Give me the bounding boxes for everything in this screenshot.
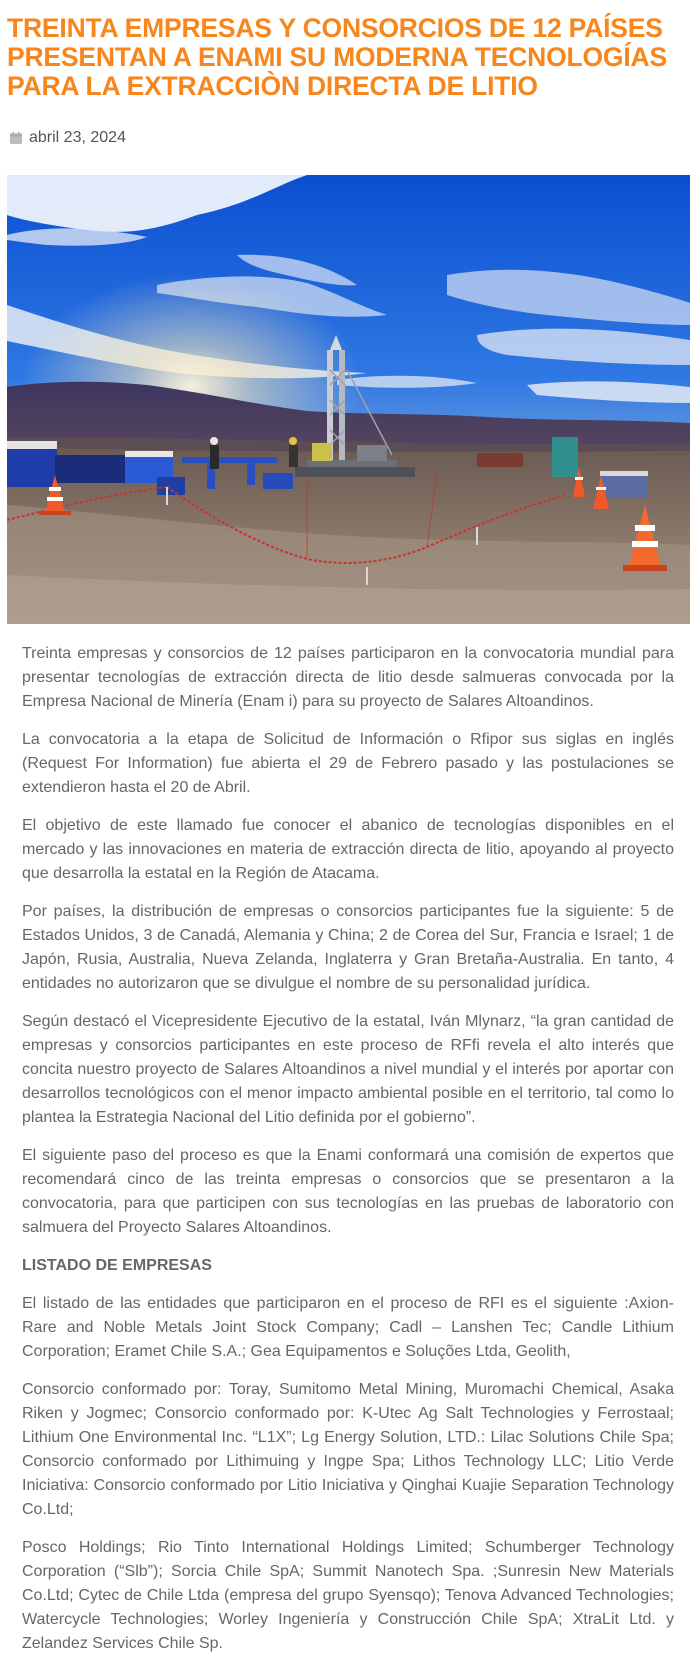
list-heading: LISTADO DE EMPRESAS <box>22 1257 212 1274</box>
paragraph: El objetivo de este llamado fue conocer el abanico de tecnologías disponibles en el mercado y las innovaciones en materia de extracción directa de litio, apoyando al proyecto que desarrolla la estatal en la Región de Atacama. <box>22 817 674 882</box>
paragraph: Treinta empresas y consorcios de 12 países participaron en la convocatoria mundial para presentar tecnologías de extracción directa de litio desde salmueras convocada por la Empresa Nacional de Minería (Enam i) para su proyecto de Salares Altoandinos. <box>22 645 674 710</box>
list-paragraph: Posco Holdings; Rio Tinto International Holdings Limited; Schumberger Technology Corporation (“Slb”); Sorcia Chile SpA; Summit Nanotech Spa. ;Sunresin New Materials Co.Ltd; Cytec de Chile Ltda (empresa del grupo Syensqo); Tenova Advanced Technologies; Watercycle Technologies; Worley Ingeniería y Construcción Chile SpA; XtraLit Ltd. y Zelandez Services Chile Sp. <box>22 1539 674 1652</box>
hero-image <box>7 175 690 624</box>
paragraph: La convocatoria a la etapa de Solicitud de Información o Rfipor sus siglas en inglés (Request For Information) fue abierta el 29 de Febrero pasado y las postulaciones se extendieron hasta el 20 de Abril. <box>22 731 674 796</box>
article-body <box>22 642 674 1670</box>
post-date[interactable]: abril 23, 2024 <box>29 129 126 146</box>
paragraph: Según destacó el Vicepresidente Ejecutivo de la estatal, Iván Mlynarz, “la gran cantidad de empresas y consorcios participantes en este proceso de RFfi revela el alto interés que concita nuestro proyecto de Salares Altoandinos a nivel mundial y el interés por aportar con desarrollos tecnológicos con el menor impacto ambiental posible en el territorio, tal como lo plantea la Estrategia Nacional del Litio definida por el gobierno”. <box>22 1013 674 1126</box>
list-paragraph: Consorcio conformado por: Toray, Sumitomo Metal Mining, Muromachi Chemical, Asaka Riken y Jogmec; Consorcio conformado por: K-Utec Ag Salt Technologies y Ferrostaal; Lithium One Environmental Inc. “L1X”; Lg Energy Solution, LTD.: Lilac Solutions Chile Spa; Consorcio conformado por Lithimuing y Ingpe Spa; Lithos Technology LLC; Litio Verde Iniciativa: Consorcio conformado por Litio Iniciativa y Qinghai Kuajie Separation Technology Co.Ltd; <box>22 1381 674 1518</box>
post-meta <box>9 128 126 148</box>
list-paragraph: El listado de las entidades que participaron en el proceso de RFI es el siguiente :Axion-Rare and Noble Metals Joint Stock Company; Cadl – Lanshen Tec; Candle Lithium Corporation; Eramet Chile S.A.; Gea Equipamentos e Soluções Ltda, Geolith, <box>22 1295 674 1360</box>
paragraph: El siguiente paso del proceso es que la Enami conformará una comisión de expertos que recomendará cinco de las treinta empresas o consorcios que se presentaron a la convocatoria, para que participen con sus tecnologías en las pruebas de laboratorio con salmuera del Proyecto Salares Altoandinos. <box>22 1147 674 1236</box>
article-title: TREINTA EMPRESAS Y CONSORCIOS DE 12 PAÍSES PRESENTAN A ENAMI SU MODERNA TECNOLOGÍAS PARA LA EXTRACCIÒN DIRECTA DE LITIO <box>7 13 667 101</box>
paragraph: Por países, la distribución de empresas o consorcios participantes fue la siguiente: 5 de Estados Unidos, 3 de Canadá, Alemania y China; 2 de Corea del Sur, Francia e Israel; 1 de Japón, Rusia, Australia, Nueva Zelanda, Inglaterra y Gran Bretaña-Australia. En tanto, 4 entidades no autorizaron que se divulgue el nombre de su personalidad jurídica. <box>22 903 674 992</box>
calendar-icon <box>9 131 23 145</box>
